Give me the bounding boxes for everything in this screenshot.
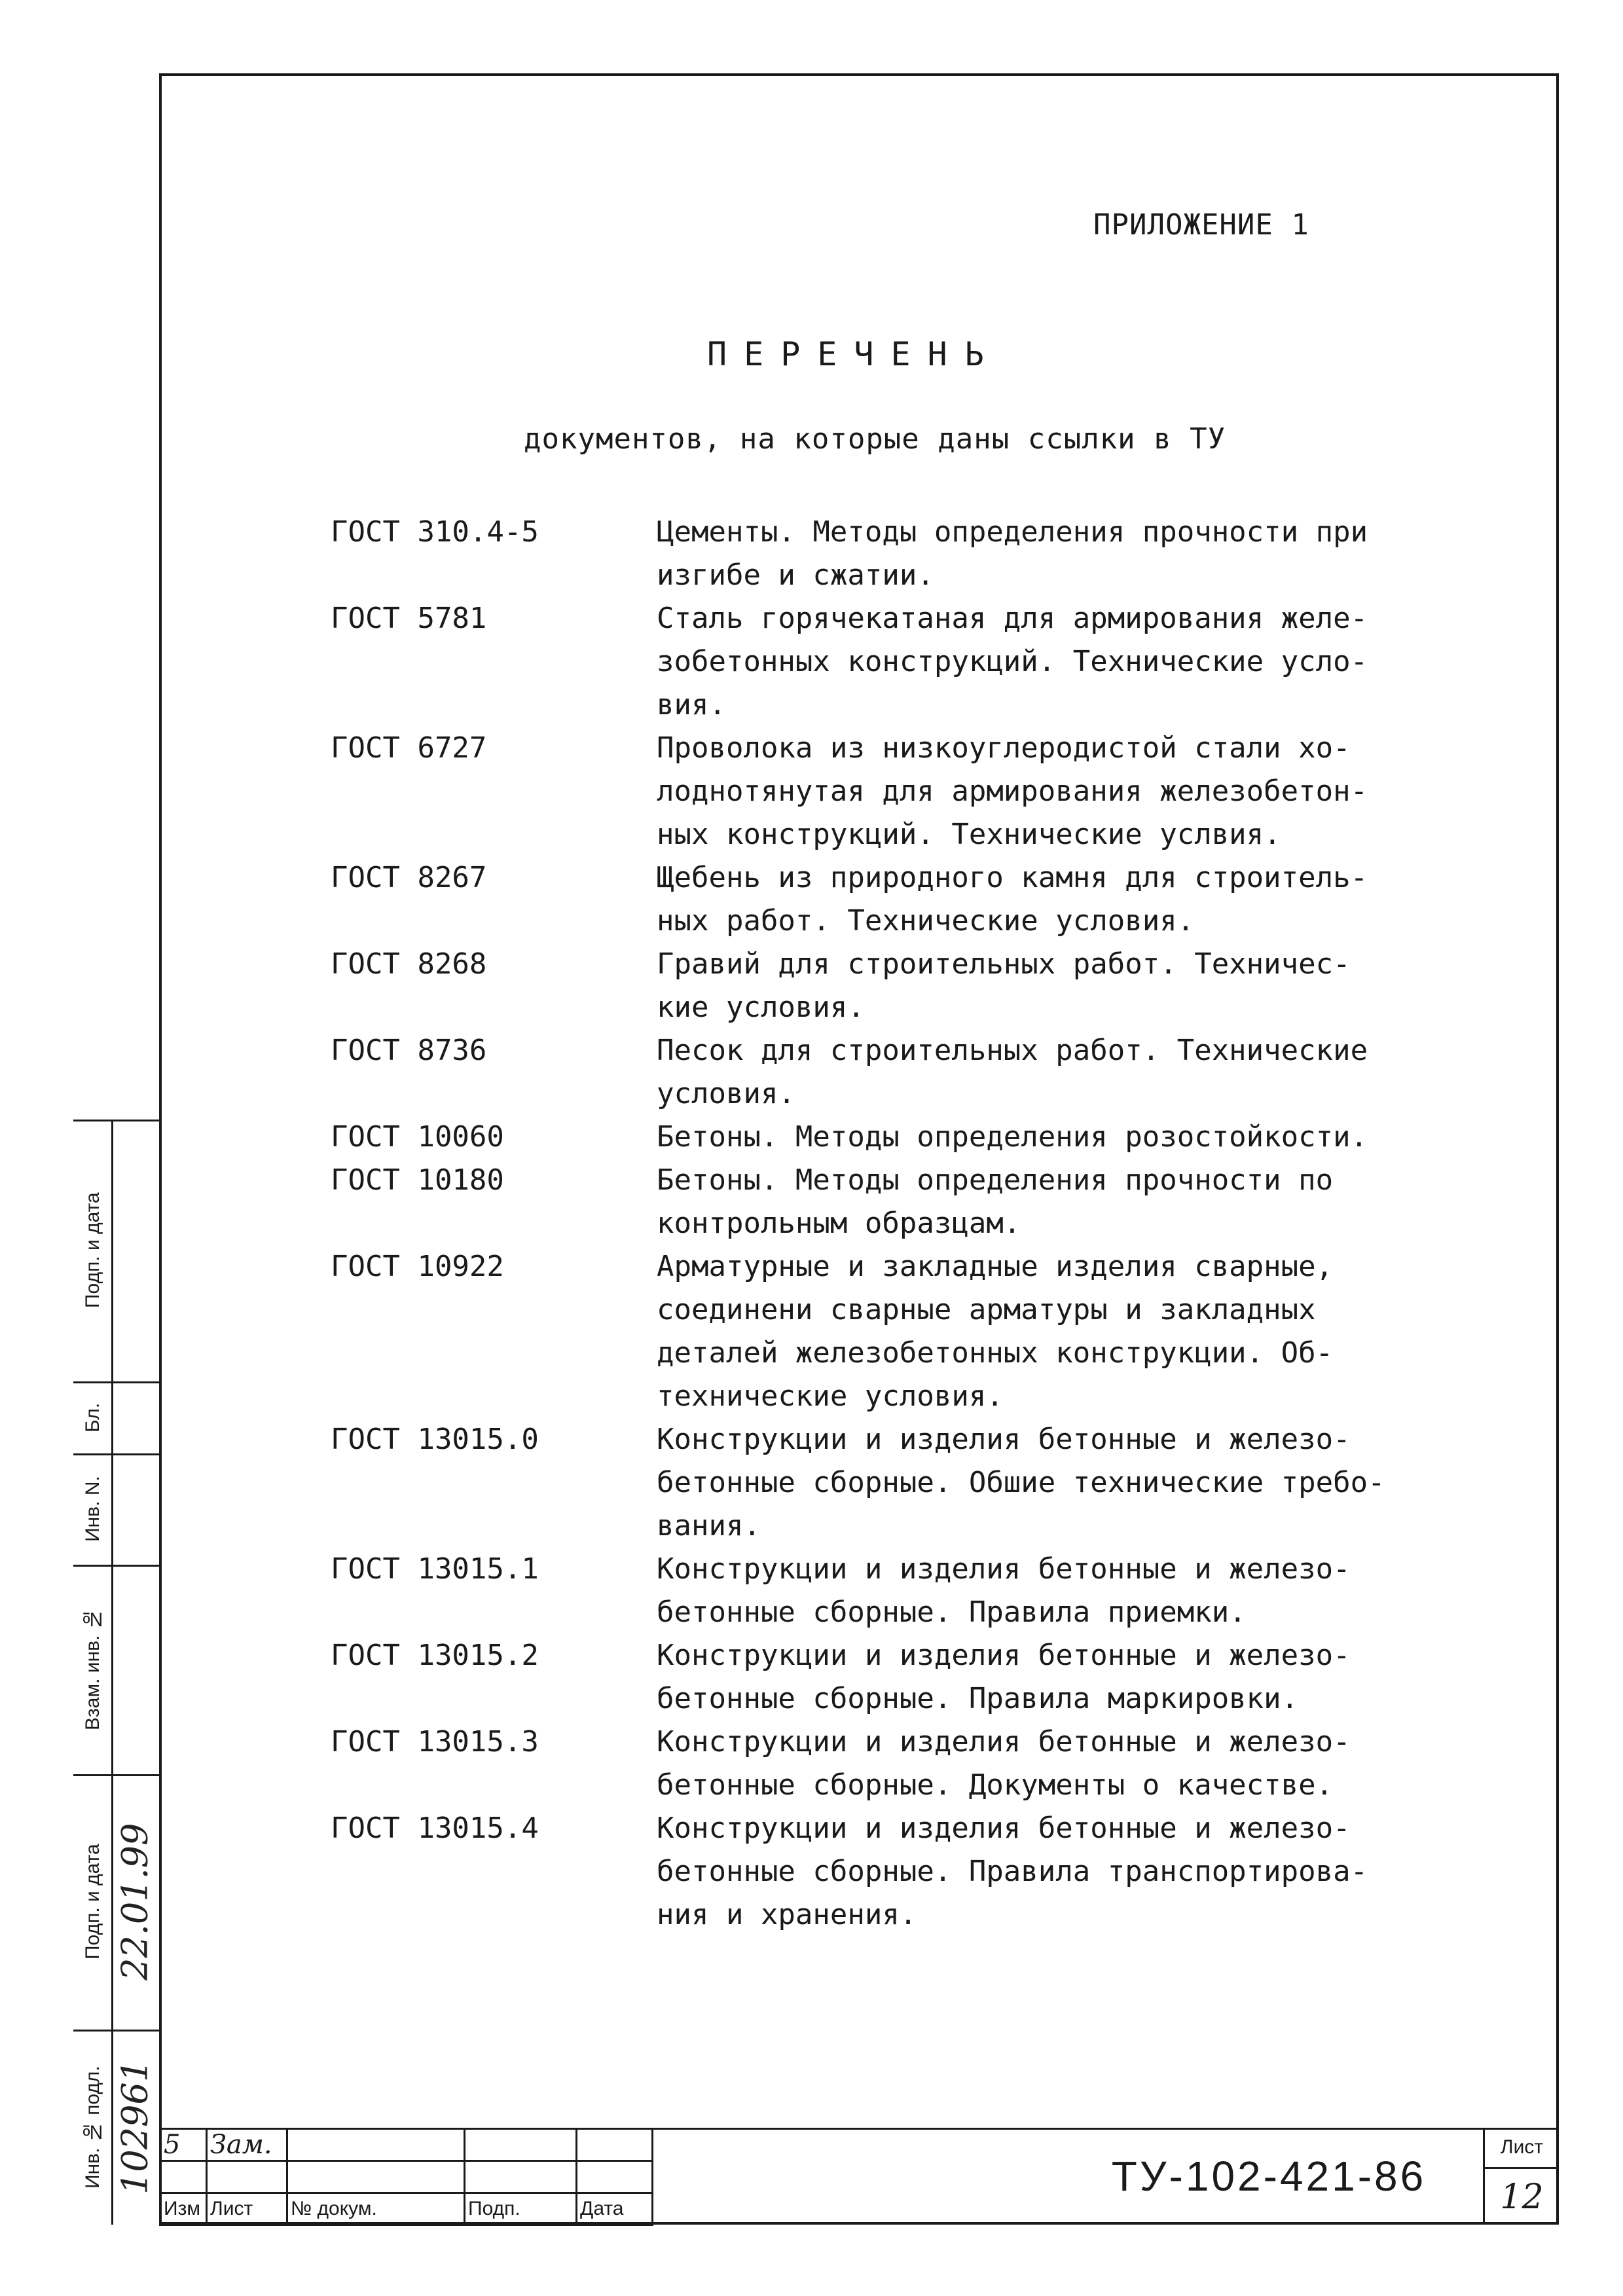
document-code: ТУ-102-421-86 (1111, 2153, 1427, 2200)
standard-code: ГОСТ 8268 (331, 947, 487, 981)
revision-cell (465, 2129, 577, 2161)
standard-code: ГОСТ 13015.3 (331, 1725, 539, 1758)
reference-list (331, 511, 1463, 1937)
list-item (331, 1245, 1463, 1418)
standard-title: Конструкции и изделия бетонные и железо- бетонные сборные. Обшие технические требо- вания. (657, 1423, 1385, 1542)
list-item (331, 1029, 1463, 1116)
page-subtitle: документов, на которые даны ссылки в ТУ (524, 422, 1226, 456)
revision-number: 5 (160, 2129, 207, 2161)
header-sheet: Лист (207, 2193, 287, 2225)
list-item (331, 511, 1463, 597)
sheet-box (1483, 2128, 1559, 2225)
header-date: Дата (577, 2193, 653, 2225)
standard-title: Бетоны. Методы определения прочности по контрольным образцам. (657, 1163, 1334, 1240)
list-item (331, 1721, 1463, 1807)
title-block (159, 2128, 1559, 2225)
standard-code: ГОСТ 13015.1 (331, 1552, 539, 1586)
sidebar-label-bl: Бл. (82, 1402, 103, 1432)
standard-code: ГОСТ 8267 (331, 861, 487, 894)
sidebar-label-sign-date-2: Подп. и дата (82, 1844, 103, 1960)
revision-cell (287, 2129, 465, 2161)
standard-title: Бетоны. Методы определения розостойкости. (657, 1120, 1368, 1154)
standard-title: Гравий для строительных работ. Техничес- кие условия. (657, 947, 1351, 1024)
sidebar-label-replace-inv: Взам. инв. № (82, 1608, 103, 1731)
sidebar-label-sign-date: Подп. и дата (82, 1192, 103, 1309)
standard-code: ГОСТ 13015.2 (331, 1639, 539, 1672)
approval-strip (73, 1120, 159, 2225)
list-item (331, 856, 1463, 943)
standard-code: ГОСТ 10922 (331, 1250, 504, 1283)
list-item (331, 727, 1463, 856)
sheet-label: Лист (1485, 2128, 1559, 2169)
standard-code: ГОСТ 10180 (331, 1163, 504, 1197)
standard-title: Цементы. Методы определения прочности при изгибе и сжатии. (657, 515, 1368, 592)
page-heading: ПЕРЕЧЕНЬ (707, 335, 1001, 373)
standard-code: ГОСТ 310.4-5 (331, 515, 539, 549)
list-item (331, 1418, 1463, 1548)
standard-code: ГОСТ 8736 (331, 1034, 487, 1067)
list-item (331, 1159, 1463, 1245)
revision-table (159, 2128, 653, 2226)
standard-title: Конструкции и изделия бетонные и железо- бетонные сборные. Правила приемки. (657, 1552, 1351, 1629)
standard-title: Проволока из низкоуглеродистой стали хо- лоднотянутая для армирования железобетон- ных конструкций. Технические услвия. (657, 731, 1368, 851)
standard-title: Конструкции и изделия бетонные и железо- бетонные сборные. Документы о качестве. (657, 1725, 1351, 1802)
sidebar-label-inv-n: Инв. N. (82, 1476, 103, 1542)
standard-title: Конструкции и изделия бетонные и железо- бетонные сборные. Правила транспортирова- ния и хранения. (657, 1812, 1368, 1931)
appendix-label: ПРИЛОЖЕНИЕ 1 (1093, 208, 1309, 242)
revision-cell (577, 2129, 653, 2161)
revision-cell (160, 2161, 207, 2193)
standard-title: Сталь горячекатаная для армирования желе- зобетонных конструкций. Технические усло- вия. (657, 602, 1368, 721)
sheet-number: 12 (1500, 2177, 1544, 2217)
standard-title: Песок для строительных работ. Технические условия. (657, 1034, 1368, 1110)
standard-code: ГОСТ 13015.4 (331, 1812, 539, 1845)
standard-code: ГОСТ 5781 (331, 602, 487, 635)
list-item (331, 943, 1463, 1029)
list-item (331, 1634, 1463, 1721)
revision-cell (465, 2161, 577, 2193)
standard-code: ГОСТ 13015.0 (331, 1423, 539, 1456)
list-item (331, 1807, 1463, 1937)
standard-title: Конструкции и изделия бетонные и железо- бетонные сборные. Правила маркировки. (657, 1639, 1351, 1715)
revision-cell (577, 2161, 653, 2193)
standard-code: ГОСТ 10060 (331, 1120, 504, 1154)
revision-cell (207, 2161, 287, 2193)
list-item (331, 1116, 1463, 1159)
sidebar-label-orig-inv: Инв. № подл. (82, 2066, 103, 2189)
standard-title: Арматурные и закладные изделия сварные, соединени сварные арматуры и закладных деталей железобетонных конструкции. Об- технические условия. (657, 1250, 1334, 1413)
handwritten-date: 22.01.99 (114, 1823, 156, 1981)
revision-type: Зам. (207, 2129, 287, 2161)
handwritten-inventory-number: 102961 (114, 2059, 156, 2195)
list-item (331, 597, 1463, 727)
header-doc-number: № докум. (287, 2193, 465, 2225)
standard-title: Щебень из природного камня для строитель- ных работ. Технические условия. (657, 861, 1368, 938)
revision-cell (287, 2161, 465, 2193)
header-change: Изм (160, 2193, 207, 2225)
header-signature: Подп. (465, 2193, 577, 2225)
list-item (331, 1548, 1463, 1634)
standard-code: ГОСТ 6727 (331, 731, 487, 765)
